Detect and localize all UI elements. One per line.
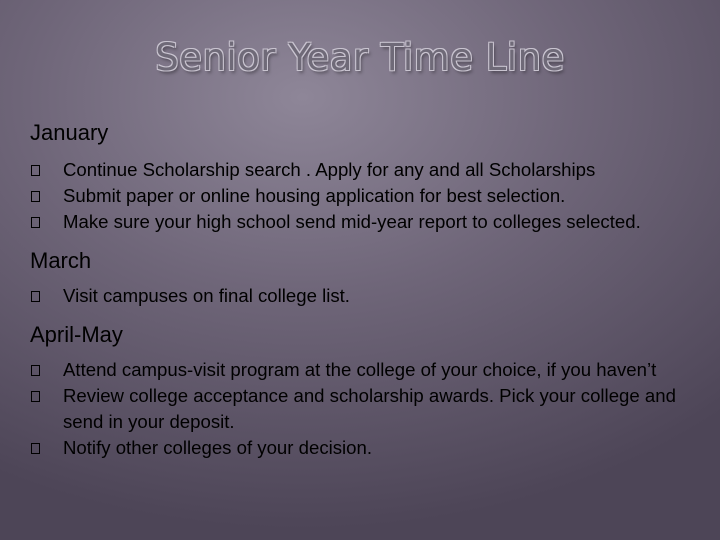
list-item — [30, 435, 700, 461]
section-heading-april-may: April-May — [30, 322, 123, 347]
list-item — [30, 357, 693, 383]
list-item-text: Continue Scholarship search . Apply for any and all Scholarships — [63, 159, 596, 180]
square-bullet-icon — [31, 191, 40, 202]
list-item — [30, 209, 703, 235]
square-bullet-icon — [31, 391, 40, 402]
square-bullet-icon — [31, 365, 40, 376]
list-item-text: Notify other colleges of your decision. — [63, 437, 373, 458]
list-item-text: Review college acceptance and scholarship awards. Pick your college and send in your deposit. — [63, 385, 676, 432]
list-item — [30, 383, 693, 435]
bullet-list-january — [30, 157, 700, 235]
square-bullet-icon — [31, 165, 40, 176]
list-item-text: Attend campus-visit program at the college of your choice, if you haven’t — [63, 359, 657, 380]
list-item-text: Make sure your high school send mid-year report to colleges selected. — [63, 211, 641, 232]
square-bullet-icon — [31, 443, 40, 454]
square-bullet-icon — [31, 217, 40, 228]
bullet-list-march — [30, 283, 700, 309]
list-item — [30, 183, 700, 209]
section-heading-january: January — [30, 120, 109, 145]
slide-title: Senior Year Time Line — [155, 36, 565, 79]
list-item — [30, 157, 700, 183]
section-heading-march: March — [30, 248, 92, 273]
slide-content — [30, 119, 700, 461]
square-bullet-icon — [31, 291, 40, 302]
bullet-list-april-may — [30, 357, 700, 461]
list-item-text: Visit campuses on final college list. — [63, 285, 350, 306]
list-item — [30, 283, 700, 309]
list-item-text: Submit paper or online housing application for best selection. — [63, 185, 566, 206]
